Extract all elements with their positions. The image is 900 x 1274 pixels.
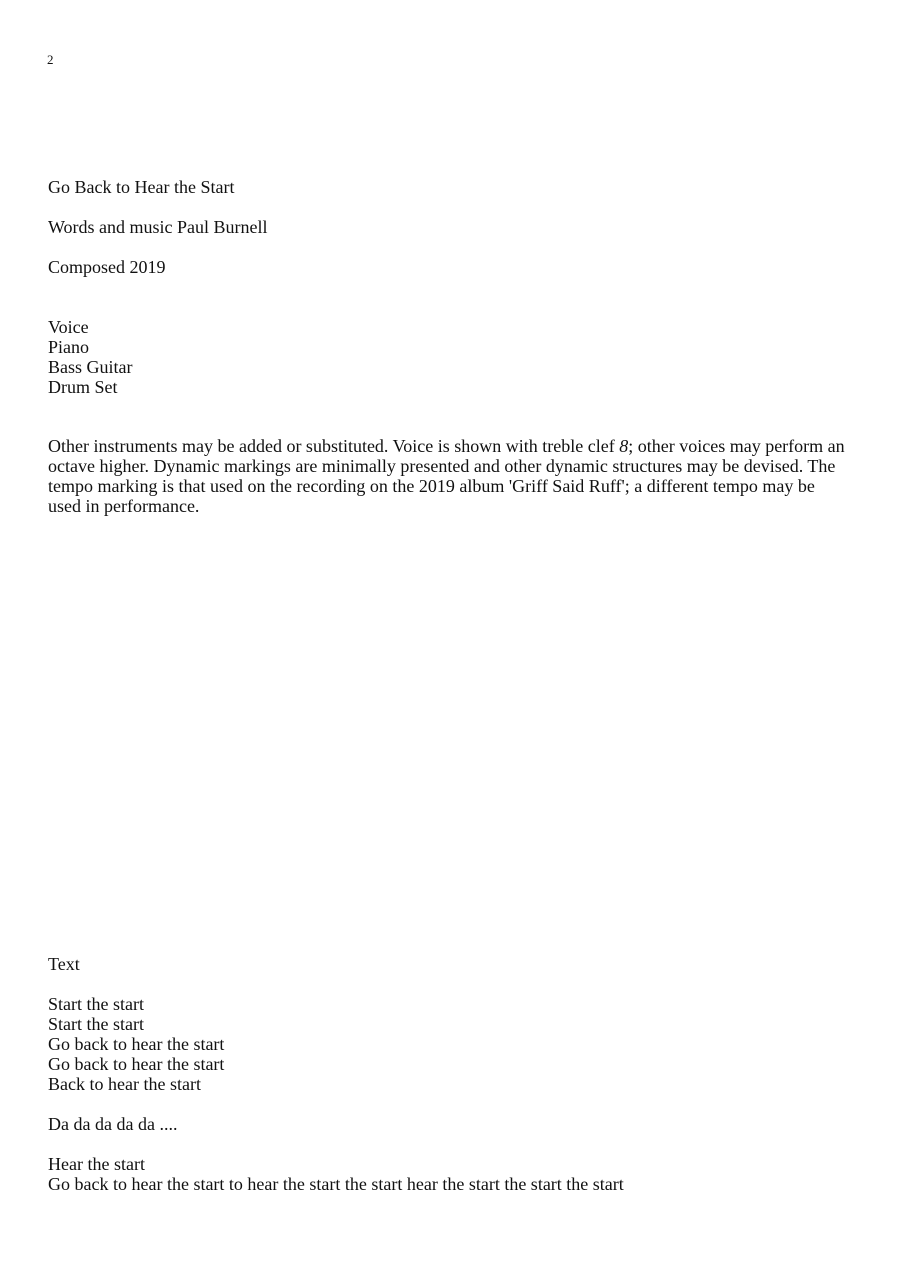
- performance-notes: [48, 436, 848, 516]
- page-title: Go Back to Hear the Start: [48, 177, 235, 197]
- lyrics-verse-3: [48, 1154, 624, 1194]
- lyric-line: Go back to hear the start to hear the start the start hear the start the start the start: [48, 1174, 624, 1194]
- lyrics-verse-2: [48, 1114, 177, 1134]
- instrument-item: Drum Set: [48, 377, 118, 397]
- lyric-line: Go back to hear the start: [48, 1054, 225, 1074]
- text-heading: Text: [48, 954, 80, 974]
- instrument-item: Voice: [48, 317, 89, 337]
- lyric-line: Da da da da da ....: [48, 1114, 178, 1134]
- page-number: 2: [47, 52, 54, 67]
- lyric-line: Start the start: [48, 1014, 144, 1034]
- lyric-line: Back to hear the start: [48, 1074, 201, 1094]
- lyrics-verse-1: [48, 994, 224, 1094]
- notes-text-part1: Other instruments may be added or substituted. Voice is shown with treble clef: [48, 436, 620, 456]
- credit-line: Words and music Paul Burnell: [48, 217, 268, 237]
- instrument-list: [48, 317, 133, 397]
- lyric-line: Start the start: [48, 994, 144, 1014]
- lyric-line: Hear the start: [48, 1154, 145, 1174]
- composed-line: Composed 2019: [48, 257, 166, 277]
- lyric-line: Go back to hear the start: [48, 1034, 225, 1054]
- notes-text-part2: ; other voices may perform an octave higher. Dynamic markings are minimally presented and other dynamic structures may be devised. The tempo marking is that used on the recording on the 2019 album 'Griff Said Ruff'; a different tempo may be used in performance.: [48, 436, 845, 516]
- instrument-item: Bass Guitar: [48, 357, 133, 377]
- clef-symbol: 8: [619, 436, 629, 456]
- instrument-item: Piano: [48, 337, 90, 357]
